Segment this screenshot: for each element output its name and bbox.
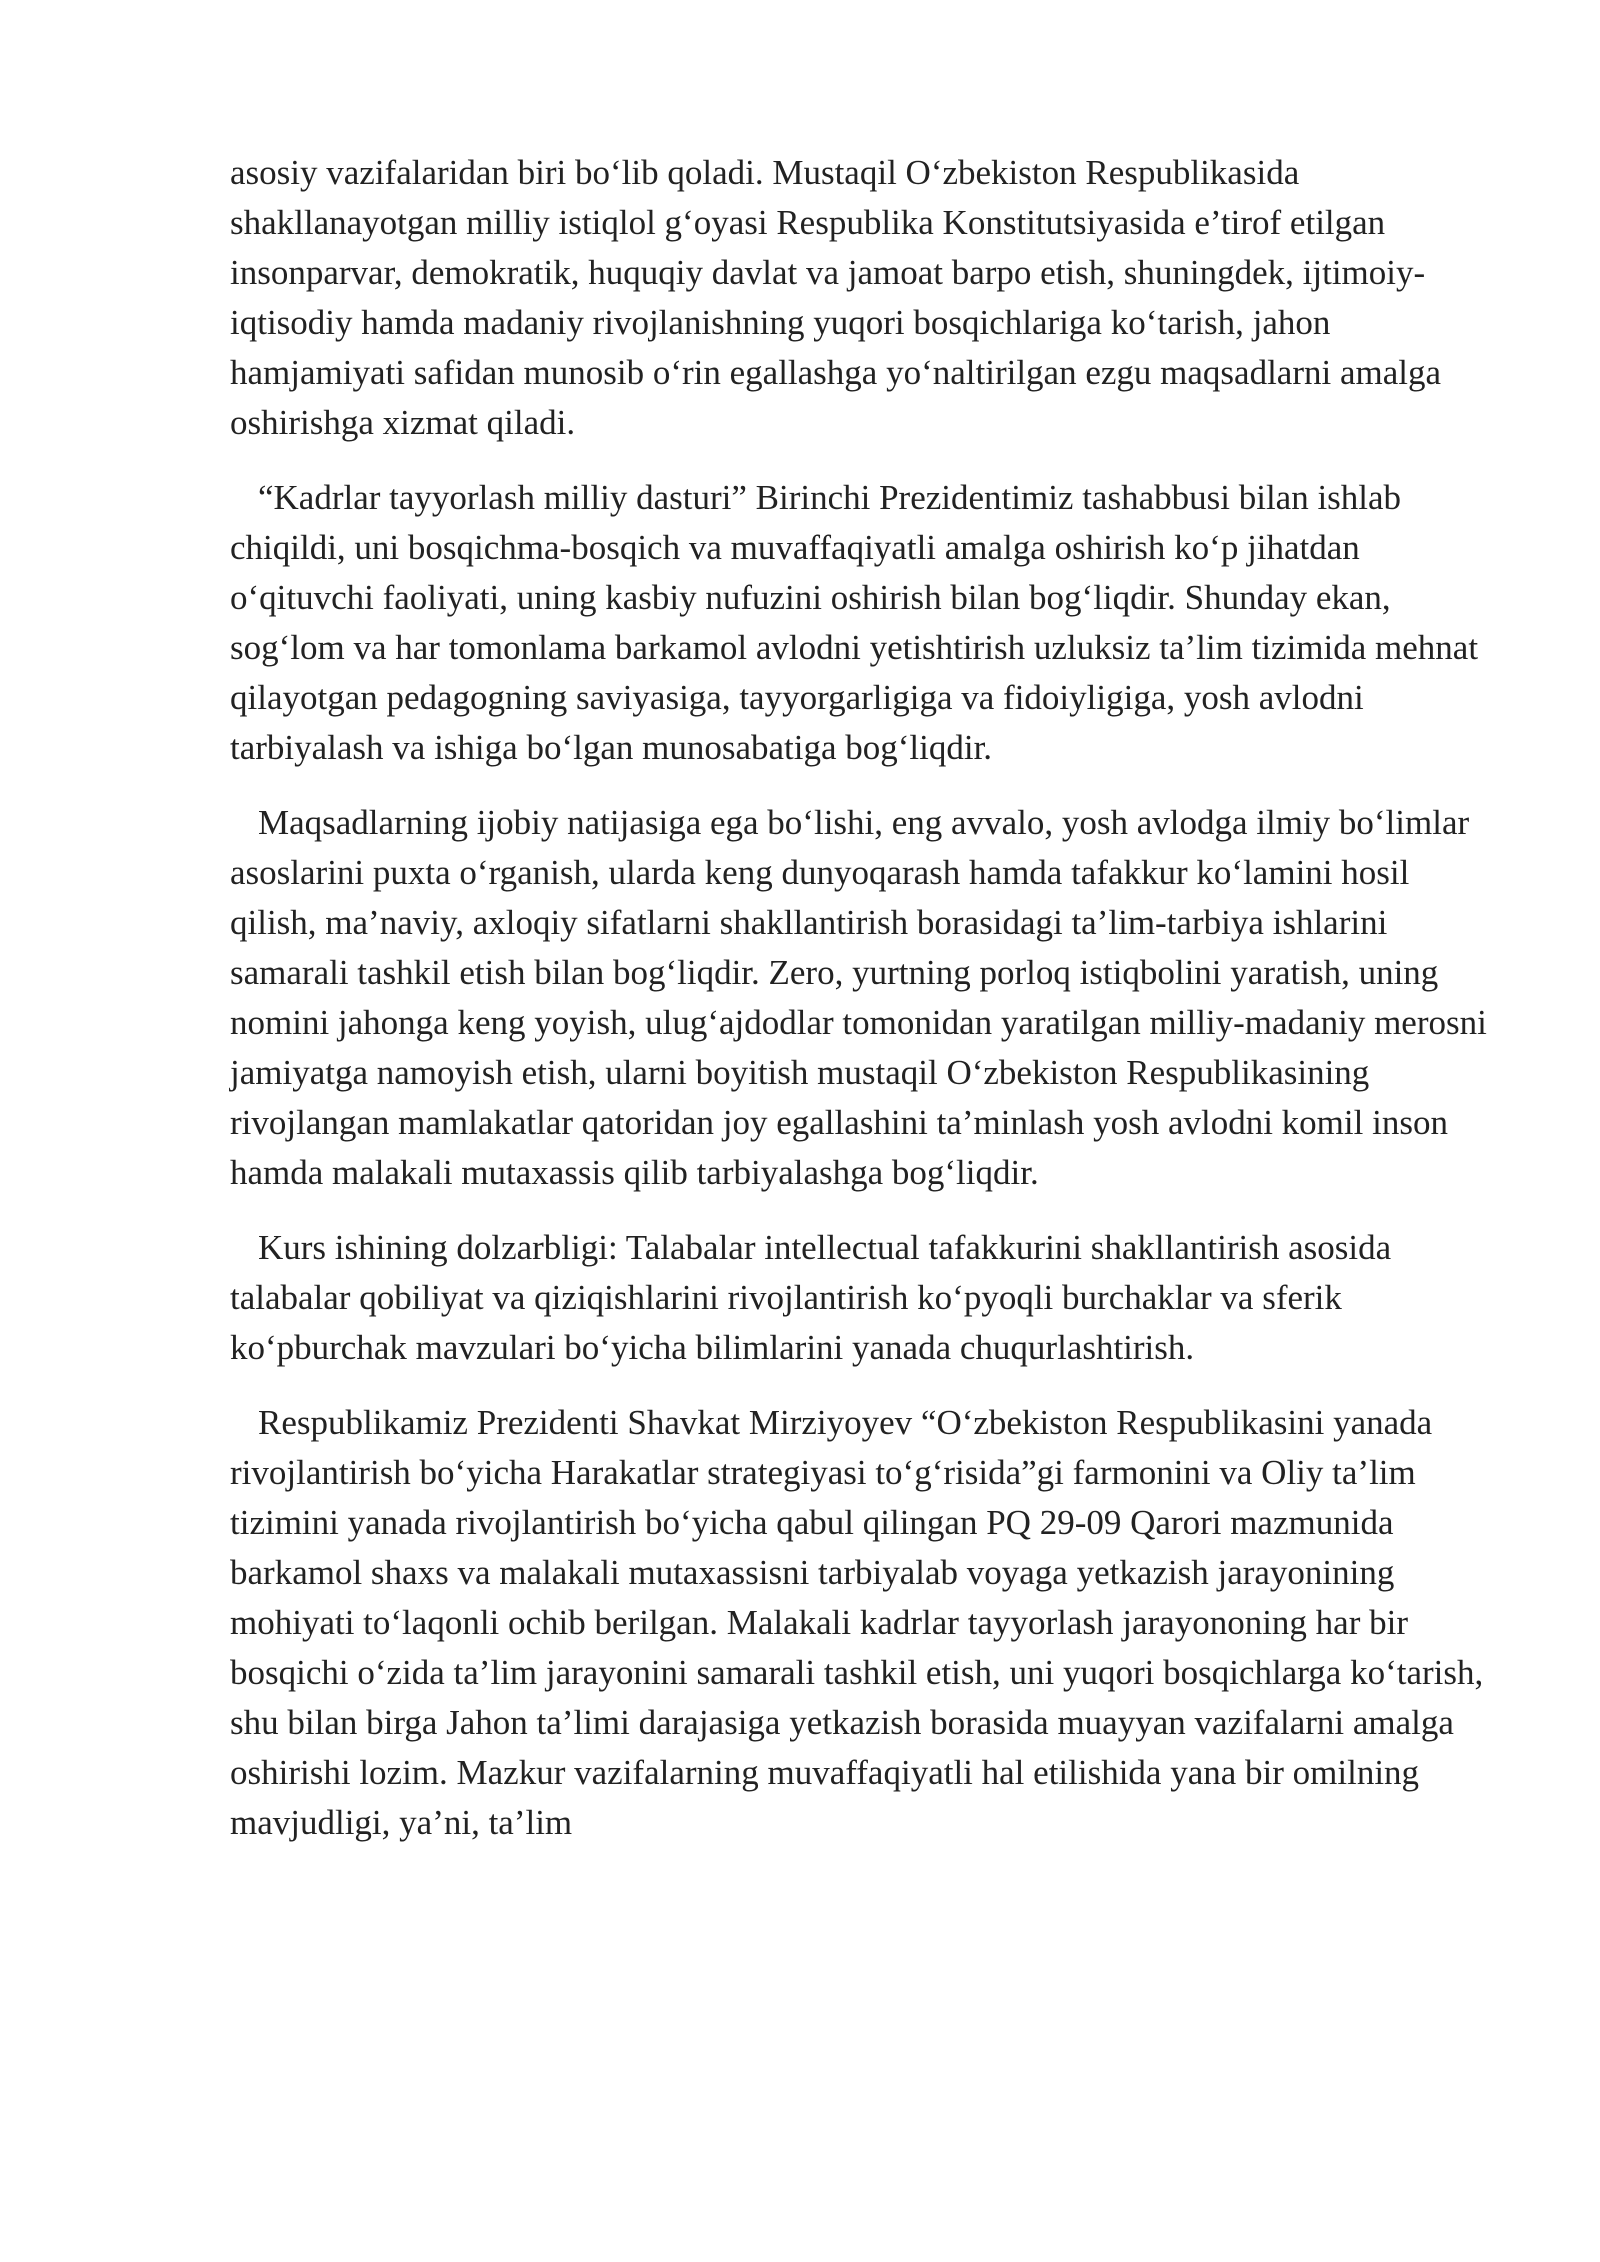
paragraph-1: asosiy vazifalaridan biri bo‘lib qoladi. Mustaqil O‘zbekiston Respublikasida shakllanayotgan milliy istiqlol g‘oyasi Respublika Konstitutsiyasida e’tirof etilgan insonparvar, demokratik, huquqiy davlat va jamoat barpo etish, shuningdek, ijtimoiy-iqtisodiy hamda madaniy rivojlanishning yuqori bosqichlariga ko‘tarish, jahon hamjamiyati safidan munosib o‘rin egallashga yo‘naltirilgan ezgu maqsadlarni amalga oshirishga xizmat qiladi. — [230, 153, 1442, 442]
paragraph-2: “Kadrlar tayyorlash milliy dasturi” Birinchi Prezidentimiz tashabbusi bilan ishlab chiqildi, uni bosqichma-bosqich va muvaffaqiyatli amalga oshirish ko‘p jihatdan o‘qituvchi faoliyati, uning kasbiy nufuzini oshirish bilan bog‘liqdir. Shunday ekan, sog‘lom va har tomonlama barkamol avlodni yetishtirish uzluksiz ta’lim tizimida mehnat qilayotgan pedagogning saviyasiga, tayyorgarligiga va fidoiyligiga, yosh avlodni tarbiyalash va ishiga bo‘lgan munosabatiga bog‘liqdir. — [230, 478, 1479, 767]
paragraph-4: Kurs ishining dolzarbligi: Talabalar intellectual tafakkurini shakllantirish asosida talabalar qobiliyat va qiziqishlarini rivojlantirish ko‘pyoqli burchaklar va sferik ko‘pburchak mavzulari bo‘yicha bilimlarini yanada chuqurlashtirish. — [230, 1228, 1392, 1367]
paragraph-3: Maqsadlarning ijobiy natijasiga ega bo‘lishi, eng avvalo, yosh avlodga ilmiy bo‘limlar asoslarini puxta o‘rganish, ularda keng dunyoqarash hamda tafakkur ko‘lamini hosil qilish, ma’naviy, axloqiy sifatlarni shakllantirish borasidagi ta’lim-tarbiya ishlarini samarali tashkil etish bilan bog‘liqdir. Zero, yurtning porloq istiqbolini yaratish, uning nomini jahonga keng yoyish, ulug‘ajdodlar tomonidan yaratilgan milliy-madaniy merosni jamiyatga namoyish etish, ularni boyitish mustaqil O‘zbekiston Respublikasining rivojlangan mamlakatlar qatoridan joy egallashini ta’minlash yosh avlodni komil inson hamda malakali mutaxassis qilib tarbiyalashga bog‘liqdir. — [230, 803, 1487, 1192]
document-page — [230, 148, 1500, 1873]
paragraph-5: Respublikamiz Prezidenti Shavkat Mirziyoyev “O‘zbekiston Respublikasini yanada rivojlantirish bo‘yicha Harakatlar strategiyasi to‘g‘risida”gi farmonini va Oliy ta’lim tizimini yanada rivojlantirish bo‘yicha qabul qilingan PQ 29-09 Qarori mazmunida barkamol shaxs va malakali mutaxassisni tarbiyalab voyaga yetkazish jarayonining mohiyati to‘laqonli ochib berilgan. Malakali kadrlar tayyorlash jarayononing har bir bosqichi o‘zida ta’lim jarayonini samarali tashkil etish, uni yuqori bosqichlarga ko‘tarish, shu bilan birga Jahon ta’limi darajasiga yetkazish borasida muayyan vazifalarni amalga oshirishi lozim. Mazkur vazifalarning muvaffaqiyatli hal etilishida yana bir omilning mavjudligi, ya’ni, ta’lim — [230, 1403, 1484, 1842]
